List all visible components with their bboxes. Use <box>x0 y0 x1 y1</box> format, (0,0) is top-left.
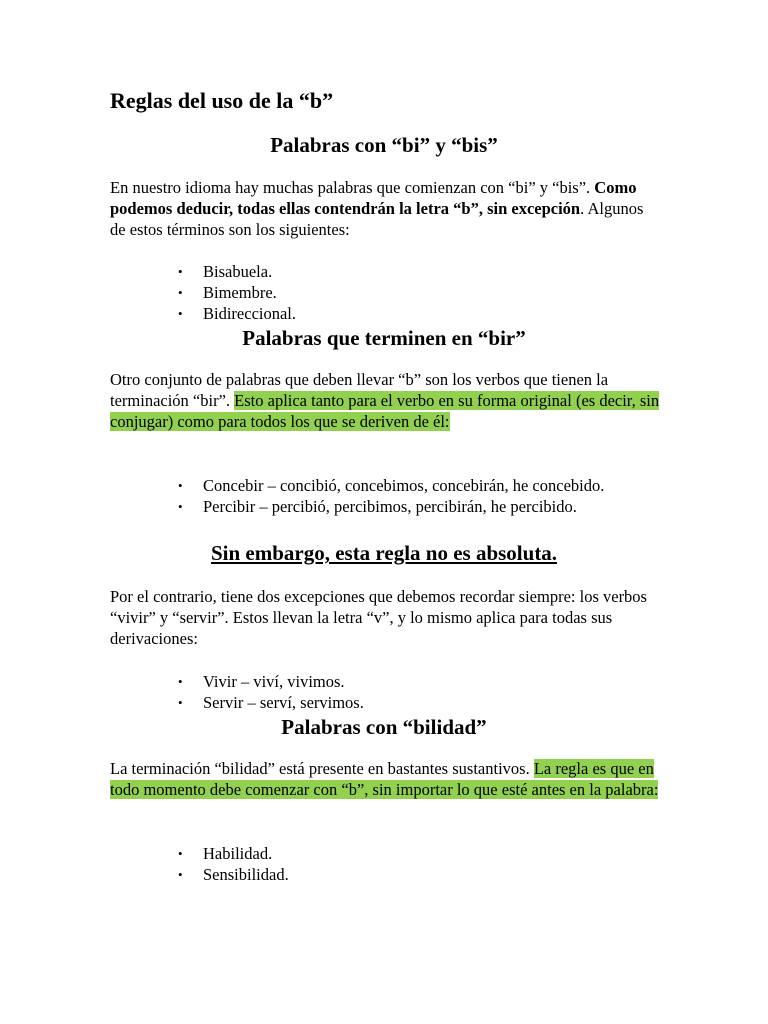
list-item: • Bimembre. <box>178 282 658 303</box>
section-heading-bilidad: Palabras con “bilidad” <box>281 715 487 739</box>
section-heading-bir: Palabras que terminen en “bir” <box>242 326 526 350</box>
list-item: • Bidireccional. <box>178 303 658 324</box>
section-paragraph-bi-bis <box>110 177 660 240</box>
bullet-list-bilidad <box>178 843 658 885</box>
section-heading-bi-bis: Palabras con “bi” y “bis” <box>270 133 498 157</box>
list-item: • Servir – serví, servimos. <box>178 692 658 713</box>
section-paragraph-bilidad <box>110 758 660 800</box>
list-item: • Bisabuela. <box>178 261 658 282</box>
section-paragraph-exception: Por el contrario, tiene dos excepciones que debemos recordar siempre: los verbos “vivir” y “servir”. Estos llevan la letra “v”, y lo mismo aplica para todas sus derivaciones: <box>110 587 647 648</box>
document-title: Reglas del uso de la “b” <box>110 88 334 113</box>
highlighted-text: La regla es que en todo momento debe comenzar con “b”, sin importar lo que esté antes en la palabra: <box>110 759 659 799</box>
bullet-list-bir <box>178 475 658 517</box>
bullet-list-exception <box>178 671 658 713</box>
paragraph-text: . Algunos de estos términos son los siguientes: <box>110 199 644 239</box>
list-item: • Vivir – viví, vivimos. <box>178 671 658 692</box>
list-item: • Concebir – concibió, concebimos, concebirán, he concebido. <box>178 475 658 496</box>
paragraph-text: En nuestro idioma hay muchas palabras que comienzan con “bi” y “bis”. <box>110 178 595 197</box>
list-item: • Sensibilidad. <box>178 864 658 885</box>
highlighted-text: Esto aplica tanto para el verbo en su forma original (es decir, sin conjugar) como para todos los que se deriven de él: <box>110 391 660 431</box>
paragraph-bold-text: Como podemos deducir, todas ellas contendrán la letra “b”, sin excepción <box>110 178 637 218</box>
bullet-list-bi-bis <box>178 261 658 324</box>
heading-text: Sin embargo, esta regla no es absoluta. <box>210 541 558 565</box>
paragraph-text: Otro conjunto de palabras que deben llevar “b” son los verbos que tienen la terminación “bir”. <box>110 370 609 410</box>
list-item: • Percibir – percibió, percibimos, percibirán, he percibido. <box>178 496 658 517</box>
paragraph-text: La terminación “bilidad” está presente en bastantes sustantivos. <box>110 759 534 778</box>
list-item: • Habilidad. <box>178 843 658 864</box>
section-paragraph-bir <box>110 369 660 432</box>
section-heading-exception <box>0 540 768 566</box>
